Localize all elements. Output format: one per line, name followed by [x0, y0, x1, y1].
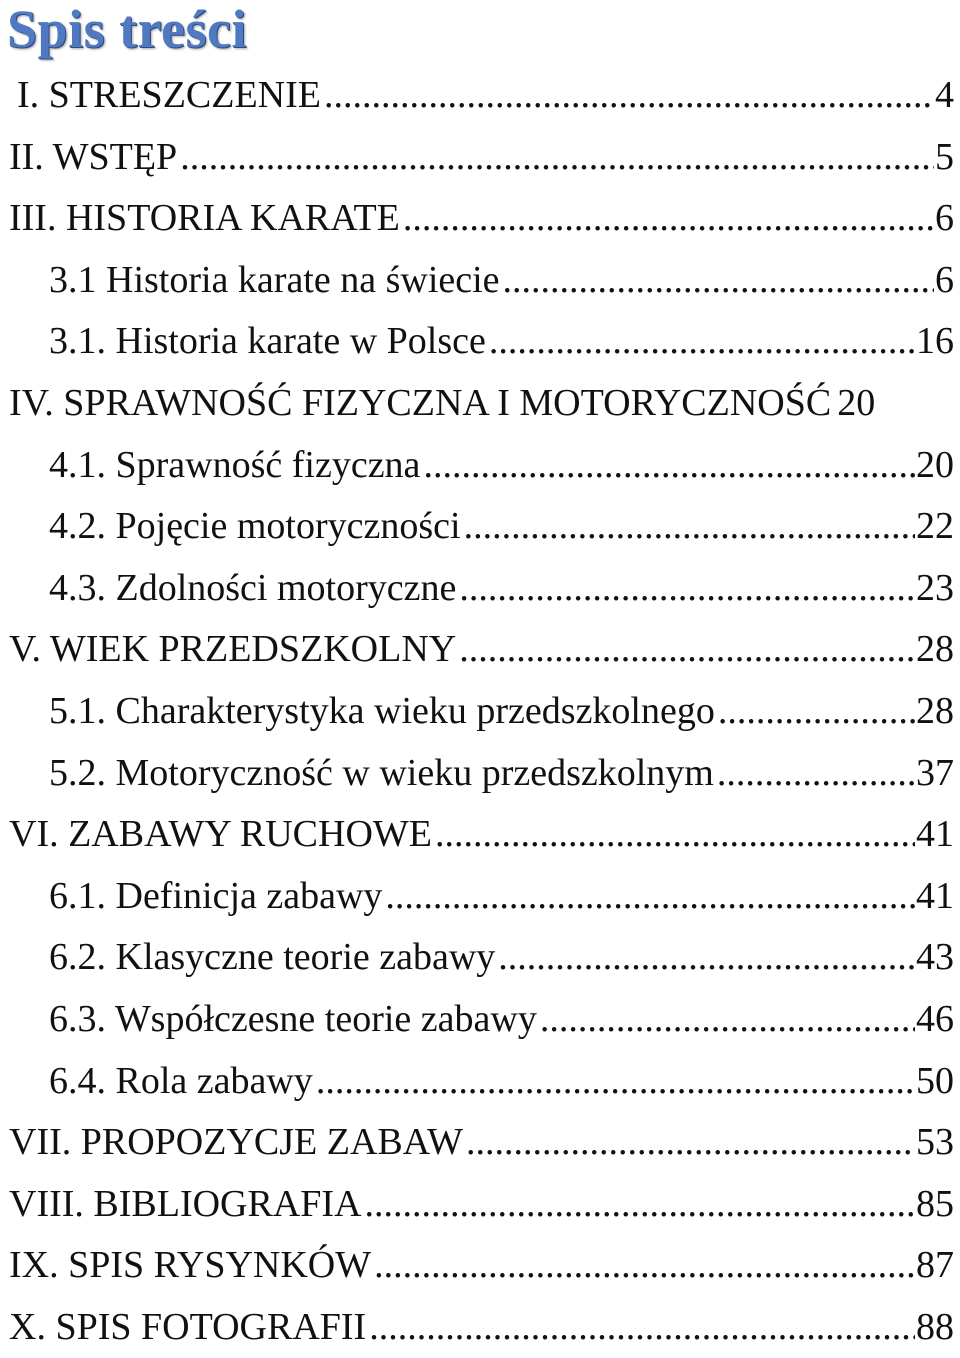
toc-entry-label: 6.4. Rola zabawy	[49, 1059, 313, 1102]
toc-list	[0, 65, 954, 1358]
toc-entry-page-number: 88	[916, 1305, 954, 1348]
toc-entry-page-number: 23	[916, 566, 954, 609]
toc-entry-label: 6.2. Klasyczne teorie zabawy	[49, 936, 496, 979]
toc-entry-label: 5.2. Motoryczność w wieku przedszkolnym	[49, 751, 714, 794]
toc-entry-page-number: 53	[916, 1121, 954, 1164]
toc-entry-page-number: 43	[916, 936, 954, 979]
dot-leader	[489, 311, 915, 373]
toc-entry-label: 4.2. Pojęcie motoryczności	[49, 505, 461, 548]
toc-entry[interactable]	[0, 558, 954, 620]
dot-leader	[316, 1051, 915, 1113]
dot-leader	[540, 989, 915, 1051]
dot-leader	[403, 188, 934, 250]
dot-leader	[423, 435, 915, 497]
toc-entry-page-number: 6	[935, 197, 954, 240]
toc-entry-label: IV. SPRAWNOŚĆ FIZYCZNA I MOTORYCZNOŚĆ	[9, 381, 832, 424]
toc-entry-label: VI. ZABAWY RUCHOWE	[9, 813, 432, 856]
toc-entry-page-number: 28	[916, 628, 954, 671]
toc-entry-page-number: 50	[916, 1059, 954, 1102]
toc-entry[interactable]	[0, 743, 954, 805]
toc-entry-page-number: 41	[916, 874, 954, 917]
toc-entry[interactable]	[0, 1051, 954, 1113]
dot-leader	[464, 496, 915, 558]
toc-entry[interactable]	[0, 927, 954, 989]
dot-leader	[369, 1297, 915, 1358]
toc-entry[interactable]	[0, 435, 954, 497]
dot-leader	[498, 927, 915, 989]
toc-entry-label: VII. PROPOZYCJE ZABAW	[9, 1121, 464, 1164]
toc-entry[interactable]	[0, 311, 954, 373]
toc-entry-page-number: 46	[916, 997, 954, 1040]
toc-entry-page-number: 6	[935, 258, 954, 301]
toc-entry[interactable]	[0, 681, 954, 743]
toc-entry-page-number: 28	[916, 689, 954, 732]
toc-entry-label: I. STRESZCZENIE	[17, 74, 321, 116]
dot-leader	[385, 866, 915, 928]
toc-entry-label: VIII. BIBLIOGRAFIA	[9, 1182, 362, 1225]
toc-entry-label: 4.1. Sprawność fizyczna	[49, 443, 421, 486]
toc-entry-page-number: 5	[935, 135, 954, 178]
toc-entry-label: 3.1. Historia karate w Polsce	[49, 320, 486, 363]
toc-entry-page-number: 41	[916, 813, 954, 856]
dot-leader	[503, 250, 934, 312]
dot-leader	[459, 558, 915, 620]
toc-entry[interactable]	[0, 373, 954, 435]
toc-entry-page-number: 20	[837, 381, 876, 424]
dot-leader	[180, 127, 934, 189]
toc-entry-label: III. HISTORIA KARATE	[9, 197, 400, 240]
toc-entry[interactable]	[0, 250, 954, 312]
toc-entry-label: V. WIEK PRZEDSZKOLNY	[9, 628, 457, 671]
toc-entry-label: II. WSTĘP	[9, 135, 178, 178]
toc-entry-label: 3.1 Historia karate na świecie	[49, 258, 500, 301]
toc-entry-label: 6.1. Definicja zabawy	[49, 874, 383, 917]
page-title: Spis treści	[7, 0, 248, 59]
toc-entry-page-number: 16	[916, 320, 954, 363]
toc-entry[interactable]	[0, 1235, 954, 1297]
dot-leader	[718, 681, 915, 743]
dot-leader	[717, 743, 915, 805]
toc-entry[interactable]	[0, 1297, 954, 1358]
toc-entry-page-number: 87	[916, 1244, 954, 1287]
toc-entry-page-number: 20	[916, 443, 954, 486]
toc-entry-label: 5.1. Charakterystyka wieku przedszkolnego	[49, 689, 715, 732]
toc-entry[interactable]	[0, 989, 954, 1051]
toc-entry-page-number: 4	[935, 74, 954, 116]
toc-entry-label: 6.3. Współczesne teorie zabawy	[49, 997, 537, 1040]
dot-leader	[324, 65, 934, 127]
dot-leader	[459, 619, 915, 681]
toc-entry-label: 4.3. Zdolności motoryczne	[49, 566, 457, 609]
dot-leader	[435, 804, 915, 866]
toc-entry[interactable]	[0, 188, 954, 250]
toc-entry[interactable]	[0, 496, 954, 558]
toc-entry[interactable]	[0, 866, 954, 928]
toc-entry[interactable]	[0, 65, 954, 127]
toc-entry[interactable]	[0, 1174, 954, 1236]
dot-leader	[365, 1174, 915, 1236]
toc-entry[interactable]	[0, 1112, 954, 1174]
toc-entry-page-number: 85	[916, 1182, 954, 1225]
toc-entry-label: IX. SPIS RYSYNKÓW	[9, 1244, 372, 1287]
toc-entry-page-number: 37	[916, 751, 954, 794]
dot-leader	[374, 1235, 915, 1297]
toc-entry[interactable]	[0, 127, 954, 189]
toc-entry[interactable]	[0, 619, 954, 681]
toc-entry-label: X. SPIS FOTOGRAFII	[9, 1305, 367, 1348]
toc-entry[interactable]	[0, 804, 954, 866]
toc-entry-page-number: 22	[916, 505, 954, 548]
dot-leader	[466, 1112, 915, 1174]
